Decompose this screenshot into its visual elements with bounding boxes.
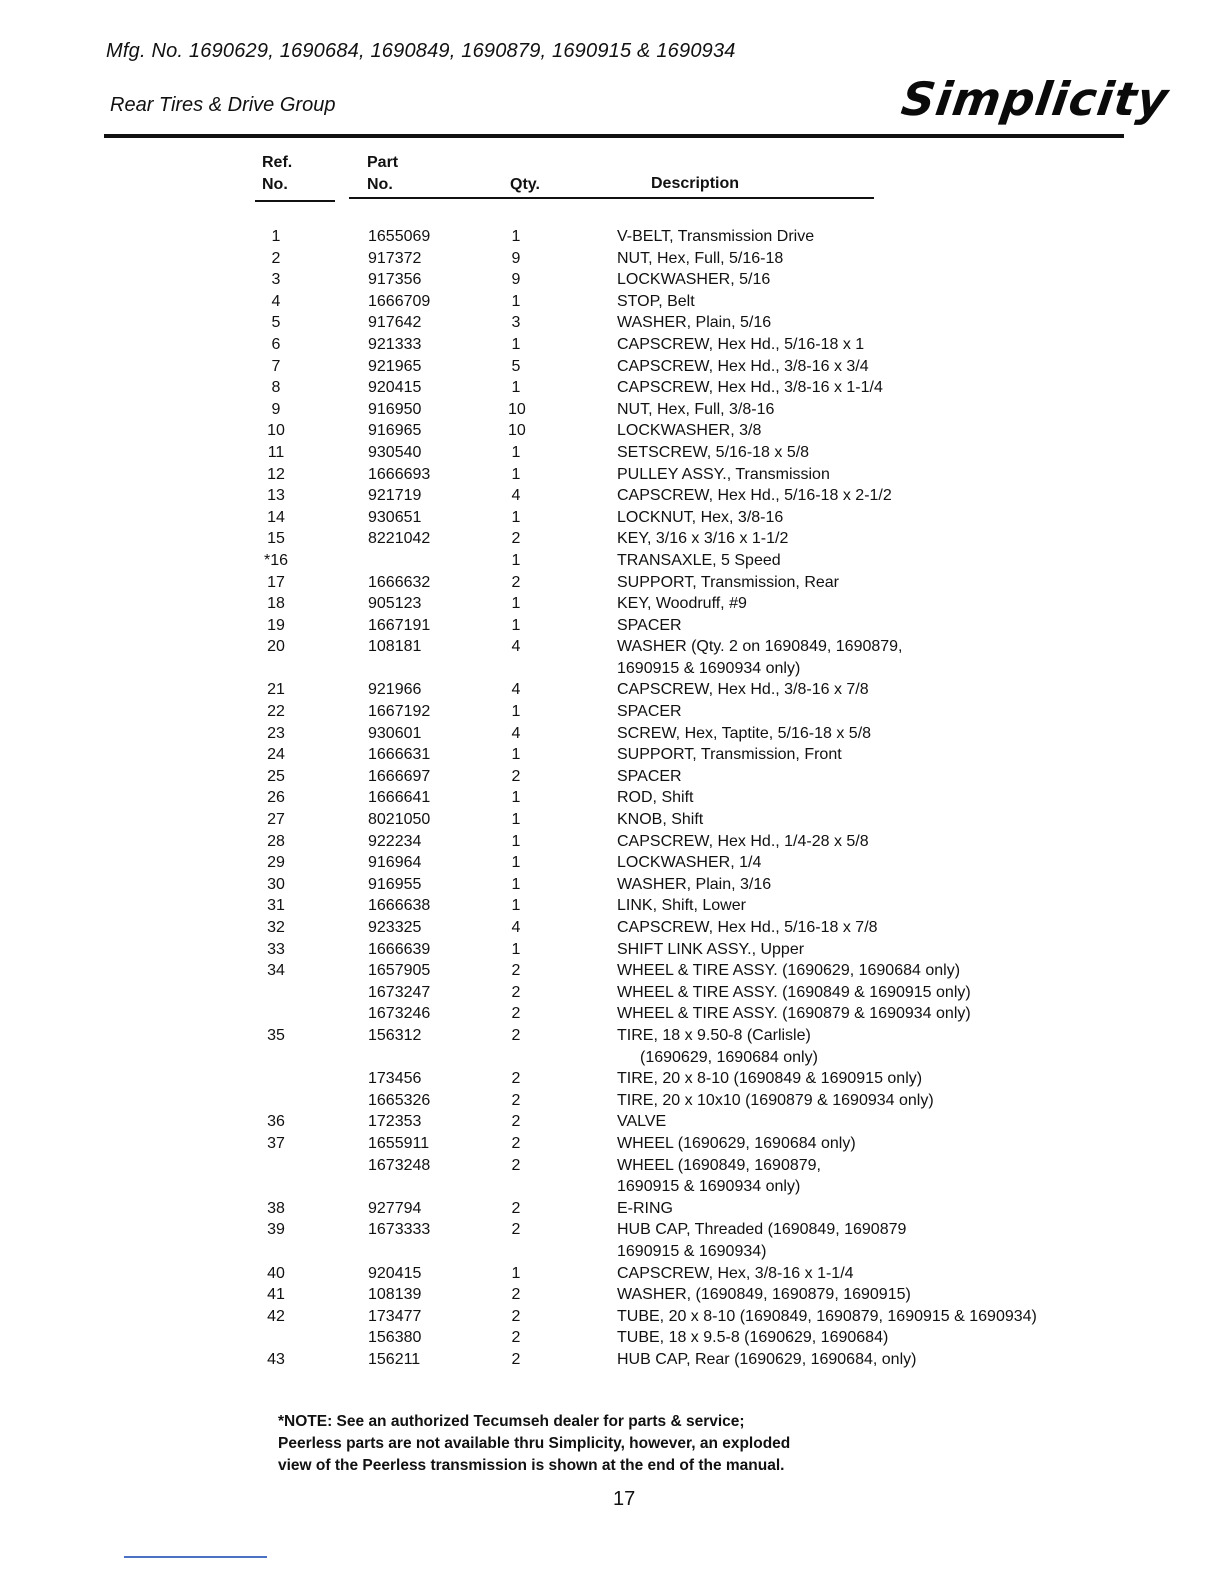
quantity: 2 <box>511 1005 521 1023</box>
table-row <box>0 1003 1224 1025</box>
description: LOCKNUT, Hex, 3/8-16 <box>617 508 784 526</box>
table-row <box>0 1176 1224 1198</box>
table-row <box>0 248 1224 270</box>
description: WHEEL (1690629, 1690684 only) <box>617 1134 856 1152</box>
quantity: 2 <box>511 1070 521 1088</box>
table-row <box>0 658 1224 680</box>
part-number: 921965 <box>368 357 422 375</box>
table-row <box>0 377 1224 399</box>
description: CAPSCREW, Hex Hd., 1/4-28 x 5/8 <box>617 832 869 850</box>
ref-number: 17 <box>267 573 285 591</box>
quantity: 1 <box>511 616 521 634</box>
table-row <box>0 679 1224 701</box>
table-row <box>0 269 1224 291</box>
ref-number: 40 <box>267 1264 285 1282</box>
description: SUPPORT, Transmission, Rear <box>617 573 839 591</box>
description: E-RING <box>617 1199 673 1217</box>
description: HUB CAP, Threaded (1690849, 1690879 <box>617 1221 907 1239</box>
ref-number: 28 <box>267 832 285 850</box>
ref-number: 11 <box>267 443 285 461</box>
description: SUPPORT, Transmission, Front <box>617 746 842 764</box>
column-header-part: Part No. <box>367 154 399 193</box>
part-number: 1666632 <box>368 573 431 591</box>
ref-number: 39 <box>267 1221 285 1239</box>
description: 1690915 & 1690934) <box>617 1242 767 1260</box>
ref-number: 13 <box>267 487 285 505</box>
table-row <box>0 960 1224 982</box>
table-row <box>0 1284 1224 1306</box>
manufacturer-numbers: Mfg. No. 1690629, 1690684, 1690849, 1690879, 1690915 & 1690934 <box>106 40 736 62</box>
table-row <box>0 1068 1224 1090</box>
table-row <box>0 1241 1224 1263</box>
description: TIRE, 20 x 10x10 (1690879 & 1690934 only) <box>617 1091 934 1109</box>
table-row <box>0 1111 1224 1133</box>
description: NUT, Hex, Full, 5/16-18 <box>617 249 784 267</box>
ref-number: 31 <box>267 897 285 915</box>
quantity: 2 <box>511 1026 521 1044</box>
part-number: 1673248 <box>368 1156 431 1174</box>
table-row <box>0 831 1224 853</box>
bottom-underline <box>124 1556 267 1558</box>
part-number: 1666693 <box>368 465 431 483</box>
part-number: 1666697 <box>368 767 431 785</box>
ref-number: 36 <box>267 1113 285 1131</box>
table-row <box>0 550 1224 572</box>
description: WASHER, (1690849, 1690879, 1690915) <box>617 1286 911 1304</box>
quantity: 1 <box>511 443 521 461</box>
part-number: 1667191 <box>368 616 431 634</box>
ref-number: 41 <box>267 1286 285 1304</box>
quantity: 1 <box>511 811 521 829</box>
description: TIRE, 18 x 9.50-8 (Carlisle) <box>617 1026 811 1044</box>
description: TRANSAXLE, 5 Speed <box>617 551 781 569</box>
ref-number: 42 <box>267 1307 285 1325</box>
table-row <box>0 485 1224 507</box>
part-number: 1673333 <box>368 1221 431 1239</box>
table-row <box>0 1025 1224 1047</box>
quantity: 2 <box>511 1091 521 1109</box>
table-row <box>0 312 1224 334</box>
table-row <box>0 507 1224 529</box>
part-number: 905123 <box>368 595 422 613</box>
table-row <box>0 1155 1224 1177</box>
table-row <box>0 723 1224 745</box>
quantity: 1 <box>511 465 521 483</box>
description: KEY, 3/16 x 3/16 x 1-1/2 <box>617 530 789 548</box>
description: KEY, Woodruff, #9 <box>617 595 747 613</box>
brand-logo: Simplicity <box>898 72 1173 126</box>
description: WASHER (Qty. 2 on 1690849, 1690879, <box>617 638 903 656</box>
quantity: 4 <box>511 487 521 505</box>
description: SETSCREW, 5/16-18 x 5/8 <box>617 443 810 461</box>
quantity: 9 <box>511 249 521 267</box>
part-number: 917356 <box>368 271 422 289</box>
part-number: 916965 <box>368 422 422 440</box>
description: (1690629, 1690684 only) <box>640 1048 818 1066</box>
part-number: 1666709 <box>368 292 431 310</box>
table-row <box>0 1047 1224 1069</box>
column-header-ref: Ref. No. <box>262 154 293 193</box>
ref-number: 22 <box>267 703 285 721</box>
quantity: 2 <box>511 1134 521 1152</box>
ref-number: 38 <box>267 1199 285 1217</box>
quantity: 4 <box>511 919 521 936</box>
quantity: 2 <box>511 962 521 980</box>
part-number: 172353 <box>368 1113 422 1131</box>
table-row <box>0 766 1224 788</box>
table-row <box>0 895 1224 917</box>
part-number: 917372 <box>368 249 422 267</box>
description: WASHER, Plain, 3/16 <box>617 875 772 893</box>
quantity: 1 <box>511 854 521 872</box>
table-row <box>0 291 1224 313</box>
ref-number: 14 <box>267 508 285 526</box>
part-number: 108181 <box>368 638 422 656</box>
description: KNOB, Shift <box>617 811 704 829</box>
quantity: 2 <box>511 1156 521 1174</box>
table-row <box>0 701 1224 723</box>
description: TIRE, 20 x 8-10 (1690849 & 1690915 only) <box>617 1070 923 1088</box>
part-number: 916955 <box>368 875 422 893</box>
quantity: 2 <box>511 767 521 785</box>
table-row <box>0 787 1224 809</box>
ref-number: 3 <box>271 271 281 289</box>
table-row <box>0 1349 1224 1371</box>
table-row <box>0 334 1224 356</box>
ref-number: 23 <box>267 724 285 742</box>
table-row <box>0 1327 1224 1349</box>
part-number: 1655911 <box>368 1134 430 1152</box>
quantity: 10 <box>508 400 526 418</box>
ref-number: 35 <box>267 1026 285 1044</box>
description: WASHER, Plain, 5/16 <box>617 314 772 332</box>
ref-number: 4 <box>271 292 281 310</box>
description: ROD, Shift <box>617 789 694 807</box>
quantity: 2 <box>511 1329 521 1347</box>
part-number: 916964 <box>368 854 422 872</box>
description: CAPSCREW, Hex Hd., 3/8-16 x 3/4 <box>617 357 869 375</box>
description: CAPSCREW, Hex Hd., 3/8-16 x 7/8 <box>617 681 869 699</box>
description: LOCKWASHER, 3/8 <box>617 422 762 440</box>
ref-number: 8 <box>271 379 281 397</box>
quantity: 1 <box>511 551 521 569</box>
quantity: 1 <box>511 1264 521 1282</box>
table-row <box>0 744 1224 766</box>
part-number: 1657905 <box>368 962 431 980</box>
quantity: 1 <box>511 703 521 721</box>
part-number: 921966 <box>368 681 422 699</box>
part-number: 1665326 <box>368 1091 431 1109</box>
ref-number: *16 <box>263 551 289 569</box>
description: LINK, Shift, Lower <box>617 897 746 915</box>
ref-number: 27 <box>267 811 285 829</box>
ref-number: 29 <box>267 854 285 872</box>
ref-number: 26 <box>267 789 285 807</box>
page-number: 17 <box>613 1488 636 1510</box>
quantity: 2 <box>511 1199 521 1217</box>
table-row <box>0 226 1224 248</box>
part-number: 156312 <box>368 1026 422 1044</box>
description: LOCKWASHER, 1/4 <box>617 854 762 872</box>
quantity: 2 <box>511 573 521 591</box>
description: SPACER <box>617 616 682 634</box>
ref-number: 20 <box>267 638 285 656</box>
part-number: 156380 <box>368 1329 422 1347</box>
table-row <box>0 917 1224 939</box>
part-number: 917642 <box>368 314 422 332</box>
description: CAPSCREW, Hex Hd., 3/8-16 x 1-1/4 <box>617 379 883 397</box>
part-number: 927794 <box>368 1199 422 1217</box>
table-row <box>0 442 1224 464</box>
footnote-line: *NOTE: See an authorized Tecumseh dealer for parts & service; <box>278 1413 745 1430</box>
column-header-description: Description <box>651 175 740 192</box>
table-row <box>0 1133 1224 1155</box>
part-number: 930601 <box>368 724 422 742</box>
part-number: 930651 <box>368 508 422 526</box>
ref-number: 34 <box>267 962 285 980</box>
table-row <box>0 528 1224 550</box>
quantity: 4 <box>511 681 521 699</box>
description: 1690915 & 1690934 only) <box>617 1178 801 1196</box>
quantity: 2 <box>511 1221 521 1239</box>
table-row <box>0 420 1224 442</box>
part-number: 922234 <box>368 832 422 850</box>
description: WHEEL (1690849, 1690879, <box>617 1156 821 1174</box>
ref-number: 30 <box>267 875 285 893</box>
description: PULLEY ASSY., Transmission <box>617 465 830 483</box>
description: V-BELT, Transmission Drive <box>617 228 815 245</box>
footnote-line: view of the Peerless transmission is shown at the end of the manual. <box>278 1457 785 1474</box>
ref-number: 32 <box>267 919 285 936</box>
part-number: 921333 <box>368 335 422 353</box>
table-row <box>0 356 1224 378</box>
table-row <box>0 464 1224 486</box>
quantity: 1 <box>511 789 521 807</box>
part-number: 916950 <box>368 400 422 418</box>
quantity: 1 <box>511 746 521 764</box>
part-number: 8021050 <box>368 811 431 829</box>
ref-number: 25 <box>267 767 285 785</box>
part-number: 923325 <box>368 919 422 936</box>
part-number: 1673246 <box>368 1005 431 1023</box>
parts-table <box>0 226 1224 1370</box>
table-row <box>0 874 1224 896</box>
ref-number: 37 <box>267 1134 285 1152</box>
description: WHEEL & TIRE ASSY. (1690629, 1690684 only) <box>617 962 961 980</box>
table-row <box>0 572 1224 594</box>
quantity: 1 <box>511 832 521 850</box>
section-title: Rear Tires & Drive Group <box>110 94 336 116</box>
part-number: 1673247 <box>368 983 431 1001</box>
table-row <box>0 1306 1224 1328</box>
part-number: 920415 <box>368 379 422 397</box>
quantity: 1 <box>511 875 521 893</box>
description: TUBE, 18 x 9.5-8 (1690629, 1690684) <box>617 1329 889 1347</box>
table-row <box>0 1198 1224 1220</box>
quantity: 1 <box>511 508 521 526</box>
description: SPACER <box>617 703 682 721</box>
quantity: 1 <box>511 228 521 245</box>
quantity: 2 <box>511 1113 521 1131</box>
quantity: 9 <box>511 271 521 289</box>
quantity: 2 <box>511 983 521 1001</box>
description: SPACER <box>617 767 682 785</box>
table-row <box>0 1219 1224 1241</box>
table-row <box>0 615 1224 637</box>
footnote-line: Peerless parts are not available thru Simplicity, however, an exploded <box>278 1435 791 1452</box>
part-number: 1666641 <box>368 789 431 807</box>
description: CAPSCREW, Hex Hd., 5/16-18 x 1 <box>617 335 865 353</box>
header-rule <box>104 134 1124 138</box>
table-row <box>0 1263 1224 1285</box>
quantity: 1 <box>511 940 521 958</box>
quantity: 3 <box>511 314 521 332</box>
description: HUB CAP, Rear (1690629, 1690684, only) <box>617 1350 917 1368</box>
description: SCREW, Hex, Taptite, 5/16-18 x 5/8 <box>617 724 872 742</box>
ref-number: 7 <box>271 357 281 375</box>
ref-number: 18 <box>267 595 285 613</box>
part-number: 1655069 <box>368 228 431 245</box>
table-row <box>0 939 1224 961</box>
ref-number: 1 <box>271 228 281 245</box>
part-number: 173456 <box>368 1070 422 1088</box>
description: LOCKWASHER, 5/16 <box>617 271 771 289</box>
description: TUBE, 20 x 8-10 (1690849, 1690879, 1690915 & 1690934) <box>617 1307 1037 1325</box>
quantity: 2 <box>511 1286 521 1304</box>
description: 1690915 & 1690934 only) <box>617 659 801 677</box>
part-number: 8221042 <box>368 530 431 548</box>
description: STOP, Belt <box>617 292 695 310</box>
part-number: 921719 <box>368 487 422 505</box>
quantity: 10 <box>508 422 526 440</box>
quantity: 1 <box>511 379 521 397</box>
ref-number: 6 <box>271 335 281 353</box>
table-row <box>0 399 1224 421</box>
ref-number: 9 <box>271 400 281 418</box>
part-number: 1667192 <box>368 703 431 721</box>
ref-number: 43 <box>267 1350 285 1368</box>
description: CAPSCREW, Hex Hd., 5/16-18 x 2-1/2 <box>617 487 892 505</box>
quantity: 4 <box>511 638 521 656</box>
part-number: 920415 <box>368 1264 422 1282</box>
part-number: 1666638 <box>368 897 431 915</box>
column-header-qty: Qty. <box>510 176 540 193</box>
part-number: 173477 <box>368 1307 422 1325</box>
description: CAPSCREW, Hex, 3/8-16 x 1-1/4 <box>617 1264 854 1282</box>
ref-number: 10 <box>267 422 285 440</box>
quantity: 2 <box>511 1350 521 1368</box>
part-number: 1666639 <box>368 940 431 958</box>
quantity: 4 <box>511 724 521 742</box>
part-number: 1666631 <box>368 746 431 764</box>
part-number: 930540 <box>368 443 422 461</box>
part-number: 156211 <box>368 1350 421 1368</box>
ref-number: 24 <box>267 746 285 764</box>
table-row <box>0 982 1224 1004</box>
quantity: 1 <box>511 292 521 310</box>
quantity: 2 <box>511 1307 521 1325</box>
ref-number: 12 <box>267 465 285 483</box>
ref-number: 19 <box>267 616 285 634</box>
quantity: 5 <box>511 357 521 375</box>
table-row <box>0 809 1224 831</box>
description: SHIFT LINK ASSY., Upper <box>617 940 805 958</box>
table-row <box>0 593 1224 615</box>
part-number: 108139 <box>368 1286 422 1304</box>
description: WHEEL & TIRE ASSY. (1690879 & 1690934 only) <box>617 1005 971 1023</box>
header-underline <box>255 200 335 202</box>
quantity: 1 <box>511 335 521 353</box>
description: WHEEL & TIRE ASSY. (1690849 & 1690915 only) <box>617 983 971 1001</box>
table-row <box>0 636 1224 658</box>
ref-number: 21 <box>267 681 285 699</box>
table-row <box>0 1090 1224 1112</box>
description: VALVE <box>617 1113 667 1131</box>
description: CAPSCREW, Hex Hd., 5/16-18 x 7/8 <box>617 919 878 936</box>
ref-number: 15 <box>267 530 285 548</box>
footnote <box>278 1411 790 1477</box>
ref-number: 2 <box>271 249 281 267</box>
header-underline <box>349 197 874 199</box>
ref-number: 5 <box>271 314 281 332</box>
quantity: 1 <box>511 595 521 613</box>
table-row <box>0 852 1224 874</box>
description: NUT, Hex, Full, 3/8-16 <box>617 400 775 418</box>
ref-number: 33 <box>267 940 285 958</box>
quantity: 2 <box>511 530 521 548</box>
quantity: 1 <box>511 897 521 915</box>
